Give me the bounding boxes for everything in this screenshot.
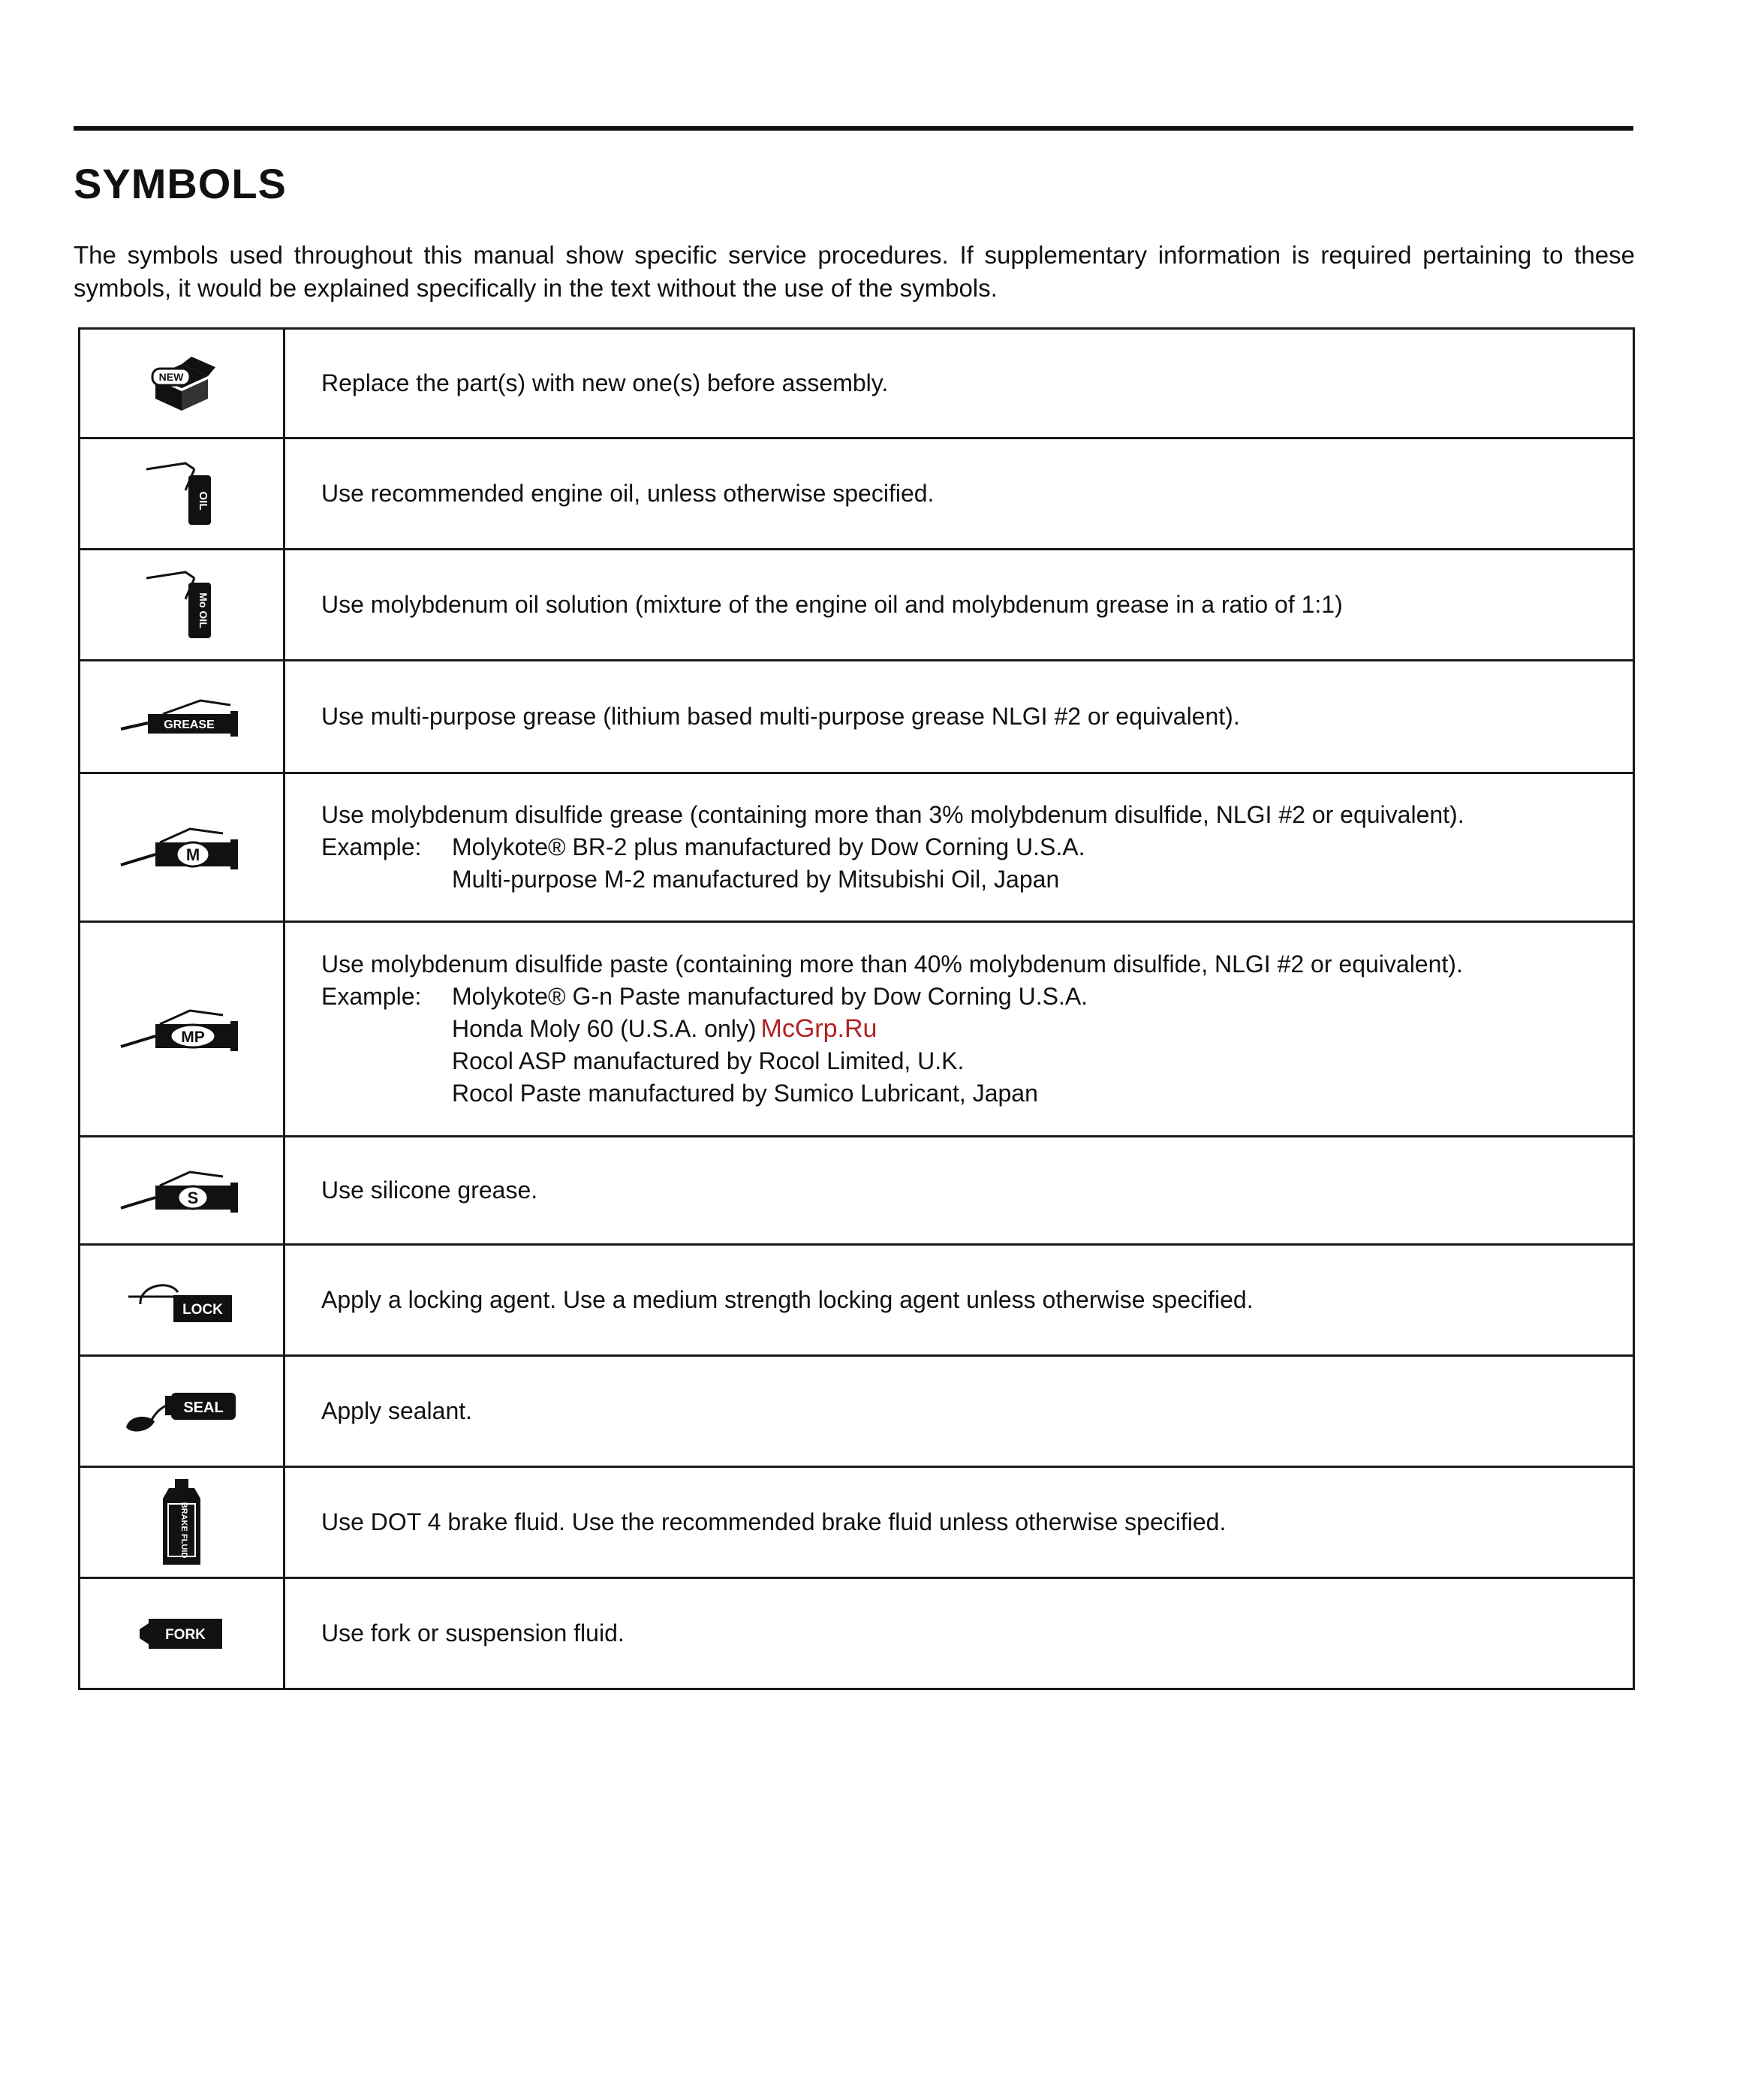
symbol-row-mo-oil — [80, 550, 1634, 661]
page-title: SYMBOLS — [74, 160, 287, 207]
svg-text:SEAL: SEAL — [183, 1399, 224, 1416]
lock-agent-icon — [125, 1274, 238, 1327]
example-label: Example: — [321, 983, 422, 1010]
symbol-row-oil — [80, 438, 1634, 550]
symbol-row-new — [80, 329, 1634, 438]
symbol-description — [284, 922, 1634, 1137]
symbol-row-moly-paste — [80, 922, 1634, 1137]
svg-text:Mo OIL: Mo OIL — [197, 592, 209, 628]
symbol-description: Apply a locking agent. Use a medium strength locking agent unless otherwise specified. — [284, 1245, 1634, 1356]
icon-cell — [80, 1245, 284, 1356]
symbol-row-locking-agent — [80, 1245, 1634, 1356]
symbol-row-brake-fluid — [80, 1467, 1634, 1578]
example-item: Rocol Paste manufactured by Sumico Lubricant, Japan — [452, 1080, 1038, 1107]
symbol-row-moly-grease — [80, 773, 1634, 922]
icon-cell — [80, 1137, 284, 1245]
svg-text:S: S — [187, 1188, 199, 1207]
icon-cell — [80, 1578, 284, 1689]
mp-paste-gun-icon — [118, 1003, 245, 1056]
description-text: Use molybdenum disulfide grease (containing more than 3% molybdenum disulfide, NLGI #2 or equivalent). — [321, 801, 1464, 828]
grease-gun-icon — [118, 694, 245, 740]
symbol-description: Apply sealant. — [284, 1356, 1634, 1467]
symbol-row-grease — [80, 661, 1634, 773]
symbol-description — [284, 773, 1634, 922]
m-grease-gun-icon — [118, 821, 245, 874]
symbol-description: Use multi-purpose grease (lithium based multi-purpose grease NLGI #2 or equivalent). — [284, 661, 1634, 773]
svg-text:NEW: NEW — [158, 370, 184, 383]
icon-cell — [80, 550, 284, 661]
svg-text:OIL: OIL — [197, 491, 209, 510]
example-item: Multi-purpose M-2 manufactured by Mitsubishi Oil, Japan — [452, 866, 1060, 893]
icon-cell — [80, 1356, 284, 1467]
fork-fluid-icon — [137, 1613, 227, 1655]
example-label: Example: — [321, 833, 422, 860]
svg-text:BRAKE FLUID: BRAKE FLUID — [179, 1502, 188, 1558]
symbols-table — [78, 327, 1635, 1690]
symbol-description: Use fork or suspension fluid. — [284, 1578, 1634, 1689]
svg-text:LOCK: LOCK — [182, 1301, 223, 1318]
brake-fluid-bottle-icon — [155, 1478, 208, 1568]
symbol-description: Use DOT 4 brake fluid. Use the recommended brake fluid unless otherwise specified. — [284, 1467, 1634, 1578]
example-item-with-watermark — [321, 1013, 1618, 1045]
example-item: Molykote® BR-2 plus manufactured by Dow Corning U.S.A. — [452, 833, 1085, 860]
icon-cell — [80, 438, 284, 550]
example-item: Rocol ASP manufactured by Rocol Limited, U.K. — [452, 1047, 965, 1074]
top-rule — [74, 126, 1633, 131]
svg-text:GREASE: GREASE — [164, 718, 215, 731]
example-item: Molykote® G-n Paste manufactured by Dow Corning U.S.A. — [452, 983, 1088, 1010]
svg-text:FORK: FORK — [165, 1626, 206, 1643]
icon-cell — [80, 922, 284, 1137]
oil-can-icon — [140, 460, 223, 528]
symbol-description: Replace the part(s) with new one(s) before assembly. — [284, 329, 1634, 438]
symbol-description: Use recommended engine oil, unless otherwise specified. — [284, 438, 1634, 550]
svg-text:M: M — [185, 845, 200, 864]
symbol-row-fork-fluid — [80, 1578, 1634, 1689]
svg-text:MP: MP — [181, 1028, 205, 1046]
new-box-icon — [140, 354, 223, 414]
sealant-icon — [122, 1385, 242, 1438]
intro-paragraph: The symbols used throughout this manual show specific service procedures. If supplementary information is required pertaining to these symbols, it would be explained specifically in the text without the use of the symbols. — [74, 241, 1635, 302]
icon-cell — [80, 1467, 284, 1578]
example-item: Honda Moly 60 (U.S.A. only) — [452, 1015, 757, 1042]
silicone-grease-gun-icon — [118, 1165, 245, 1217]
symbol-description: Use silicone grease. — [284, 1137, 1634, 1245]
icon-cell — [80, 773, 284, 922]
description-text: Use molybdenum disulfide paste (containing more than 40% molybdenum disulfide, NLGI #2 or equivalent). — [321, 951, 1463, 978]
symbol-row-silicone-grease — [80, 1137, 1634, 1245]
watermark-text: McGrp.Ru — [760, 1014, 877, 1043]
symbol-description: Use molybdenum oil solution (mixture of the engine oil and molybdenum grease in a ratio of 1:1) — [284, 550, 1634, 661]
icon-cell — [80, 329, 284, 438]
symbol-row-sealant — [80, 1356, 1634, 1467]
icon-cell — [80, 661, 284, 773]
mo-oil-can-icon — [140, 569, 223, 641]
